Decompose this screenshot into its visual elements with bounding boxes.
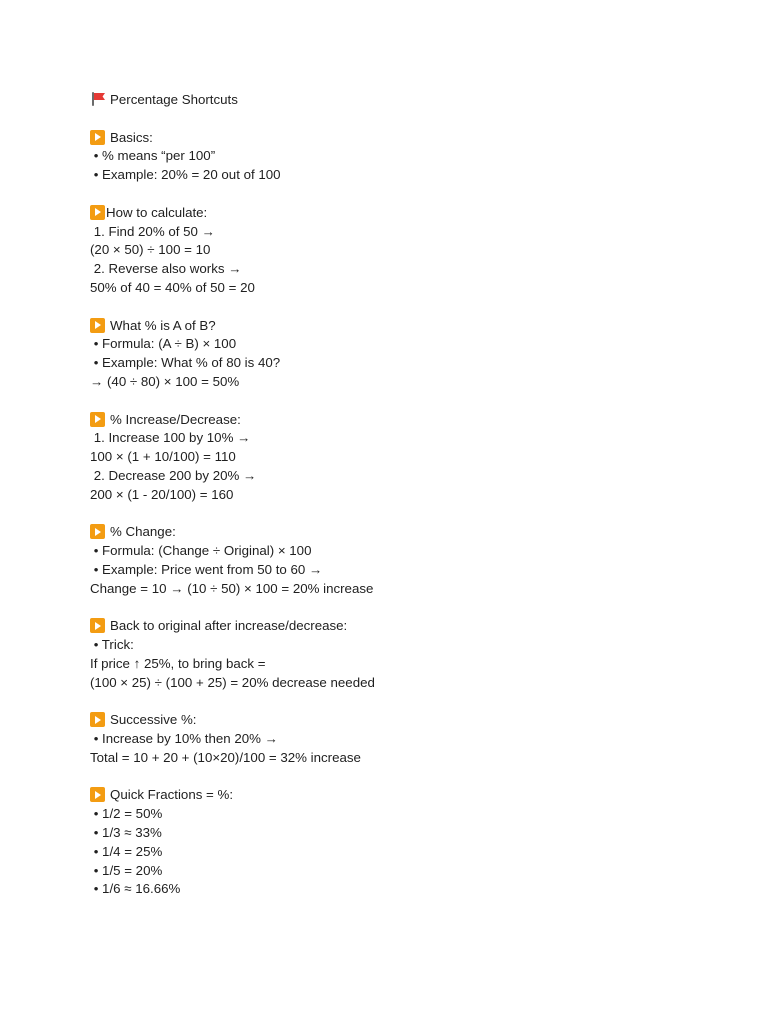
section-heading-text: Quick Fractions = %: (110, 787, 234, 803)
section-increase-decrease (90, 411, 730, 505)
play-button-icon (90, 618, 105, 633)
section-how-to-calculate (90, 204, 730, 298)
play-button-icon (90, 787, 105, 802)
text-line: If price ↑ 25%, to bring back = (90, 655, 266, 671)
section-heading (90, 786, 730, 805)
section-heading (90, 129, 730, 148)
text-line: • Trick: (90, 637, 134, 653)
section-heading (90, 523, 730, 542)
text-line: • 1/2 = 50% (90, 806, 163, 822)
document-body (90, 91, 730, 899)
section-heading (90, 411, 730, 430)
spacer (90, 768, 730, 787)
play-button-icon (90, 524, 105, 539)
text-line: (100 × 25) ÷ (100 + 25) = 20% decrease needed (90, 674, 375, 690)
section-heading-text: Successive %: (110, 712, 197, 728)
section-basics (90, 129, 730, 185)
section-successive-percent (90, 711, 730, 767)
text-line: • Example: Price went from 50 to 60 → (90, 561, 323, 577)
text-line: Total = 10 + 20 + (10×20)/100 = 32% increase (90, 749, 361, 765)
section-what-percent (90, 317, 730, 392)
section-heading-text: % Change: (110, 524, 176, 540)
text-line: 2. Decrease 200 by 20% → (90, 467, 257, 483)
spacer (90, 298, 730, 317)
spacer (90, 185, 730, 204)
text-line: • 1/6 ≈ 16.66% (90, 881, 181, 897)
play-button-icon (90, 205, 105, 220)
text-line: • Increase by 10% then 20% → (90, 731, 278, 747)
text-line: 50% of 40 = 40% of 50 = 20 (90, 279, 255, 295)
text-line: • Example: 20% = 20 out of 100 (90, 167, 281, 183)
section-percent-change (90, 523, 730, 598)
section-heading (90, 711, 730, 730)
text-line: 1. Find 20% of 50 → (90, 223, 215, 239)
section-heading-text: % Increase/Decrease: (110, 411, 241, 427)
section-heading (90, 317, 730, 336)
play-button-icon (90, 412, 105, 427)
text-line: 100 × (1 + 10/100) = 110 (90, 449, 236, 465)
section-heading-text: What % is A of B? (110, 317, 216, 333)
text-line: Change = 10 → (10 ÷ 50) × 100 = 20% increase (90, 580, 374, 596)
document-title-text: Percentage Shortcuts (110, 92, 238, 107)
section-heading-text: Back to original after increase/decrease: (110, 618, 348, 634)
play-button-icon (90, 712, 105, 727)
text-line: • % means “per 100” (90, 148, 216, 164)
spacer (90, 693, 730, 712)
spacer (90, 505, 730, 524)
text-line: • 1/4 = 25% (90, 843, 163, 859)
text-line: • 1/3 ≈ 33% (90, 825, 162, 841)
section-heading (90, 204, 730, 223)
text-line: 2. Reverse also works → (90, 261, 242, 277)
red-flag-icon (90, 92, 105, 106)
text-line: • Formula: (A ÷ B) × 100 (90, 336, 237, 352)
play-button-icon (90, 130, 105, 145)
spacer (90, 110, 730, 129)
text-line: • 1/5 = 20% (90, 862, 163, 878)
text-line: → (40 ÷ 80) × 100 = 50% (90, 373, 240, 389)
play-button-icon (90, 318, 105, 333)
section-heading-text: Basics: (110, 129, 153, 145)
text-line: • Formula: (Change ÷ Original) × 100 (90, 543, 312, 559)
text-line: 200 × (1 - 20/100) = 160 (90, 486, 234, 502)
spacer (90, 392, 730, 411)
text-line: • Example: What % of 80 is 40? (90, 355, 281, 371)
spacer (90, 599, 730, 618)
section-quick-fractions (90, 786, 730, 899)
section-heading-text: How to calculate: (106, 204, 208, 220)
text-line: 1. Increase 100 by 10% → (90, 430, 251, 446)
section-back-to-original (90, 617, 730, 692)
section-heading (90, 617, 730, 636)
document-title (90, 91, 730, 110)
text-line: (20 × 50) ÷ 100 = 10 (90, 242, 211, 258)
